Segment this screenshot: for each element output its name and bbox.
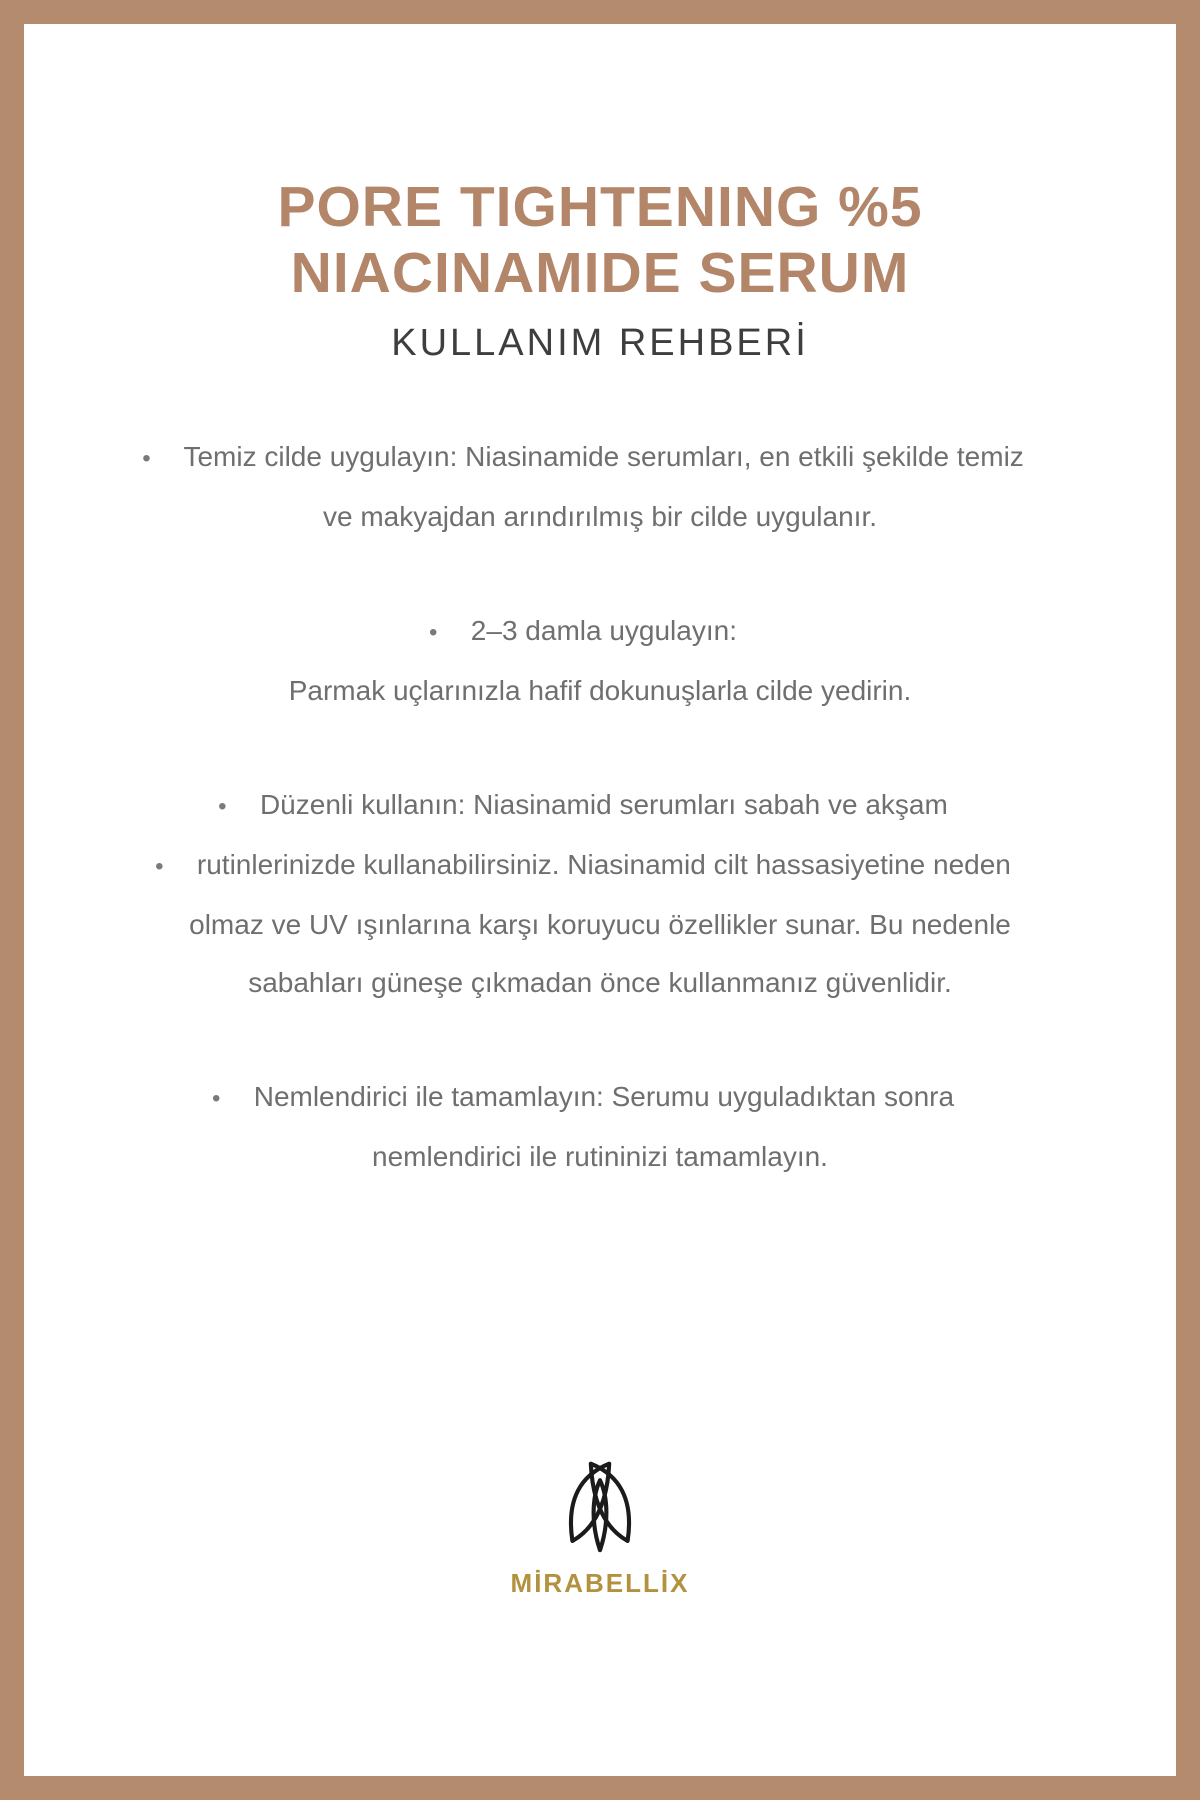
card-content [24,24,1176,1776]
guide-line: • 2–3 damla uygulayın: [429,615,737,646]
instruction-section-drops [94,602,1106,720]
guide-line-text: Düzenli kullanın: Niasinamid serumları sabah ve akşam [259,789,948,820]
guide-line-text: olmaz ve UV ışınlarına karşı koruyucu özellikler sunar. Bu nedenle [189,909,1011,940]
guide-line-text: Parmak uçlarınızla hafif dokunuşlarla cilde yedirin. [288,675,912,706]
guide-line-text: nemlendirici ile rutininizi tamamlayın. [372,1141,828,1172]
guide-line: • Nemlendirici ile tamamlayın: Serumu uyguladıktan sonra [211,1081,955,1112]
guide-line [94,954,1106,1012]
guide-subtitle: KULLANIM REHBERİ [391,322,809,364]
guide-line: • rutinlerinizde kullanabilirsiniz. Niasinamid cilt hassasiyetine neden [155,849,1011,880]
guide-line [94,488,1106,546]
guide-line-text: Temiz cilde uygulayın: Niasinamide serumları, en etkili şekilde temiz [183,441,1024,472]
guide-line [94,1128,1106,1186]
guide-line-text: rutinlerinizde kullanabilirsiniz. Niasinamid cilt hassasiyetine neden [196,849,1011,880]
guide-line [94,896,1106,954]
guide-line-text: 2–3 damla uygulayın: [470,615,737,646]
guide-line: • Düzenli kullanın: Niasinamid serumları sabah ve akşam [218,789,948,820]
guide-line-text: sabahları güneşe çıkmadan önce kullanmanız güvenlidir. [248,967,952,998]
brand-logo [94,1456,1106,1599]
product-title-line2: NIACINAMIDE SERUM [290,241,910,305]
tulip-flower-outline-icon [554,1456,646,1556]
instruction-section-clean-skin [94,428,1106,546]
guide-line-text: ve makyajdan arındırılmış bir cilde uygulanır. [322,501,878,532]
brand-wordmark: MİRABELLİX [510,1568,690,1598]
instruction-section-regular-use [94,776,1106,1012]
guide-line [94,662,1106,720]
guide-line-text: Nemlendirici ile tamamlayın: Serumu uyguladıktan sonra [253,1081,955,1112]
product-title-line1: PORE TIGHTENING %5 [277,175,923,239]
instruction-section-moisturizer [94,1068,1106,1186]
guide-line: • Temiz cilde uygulayın: Niasinamide serumları, en etkili şekilde temiz [142,441,1024,472]
usage-instructions [94,428,1106,1186]
product-title [94,174,1106,306]
